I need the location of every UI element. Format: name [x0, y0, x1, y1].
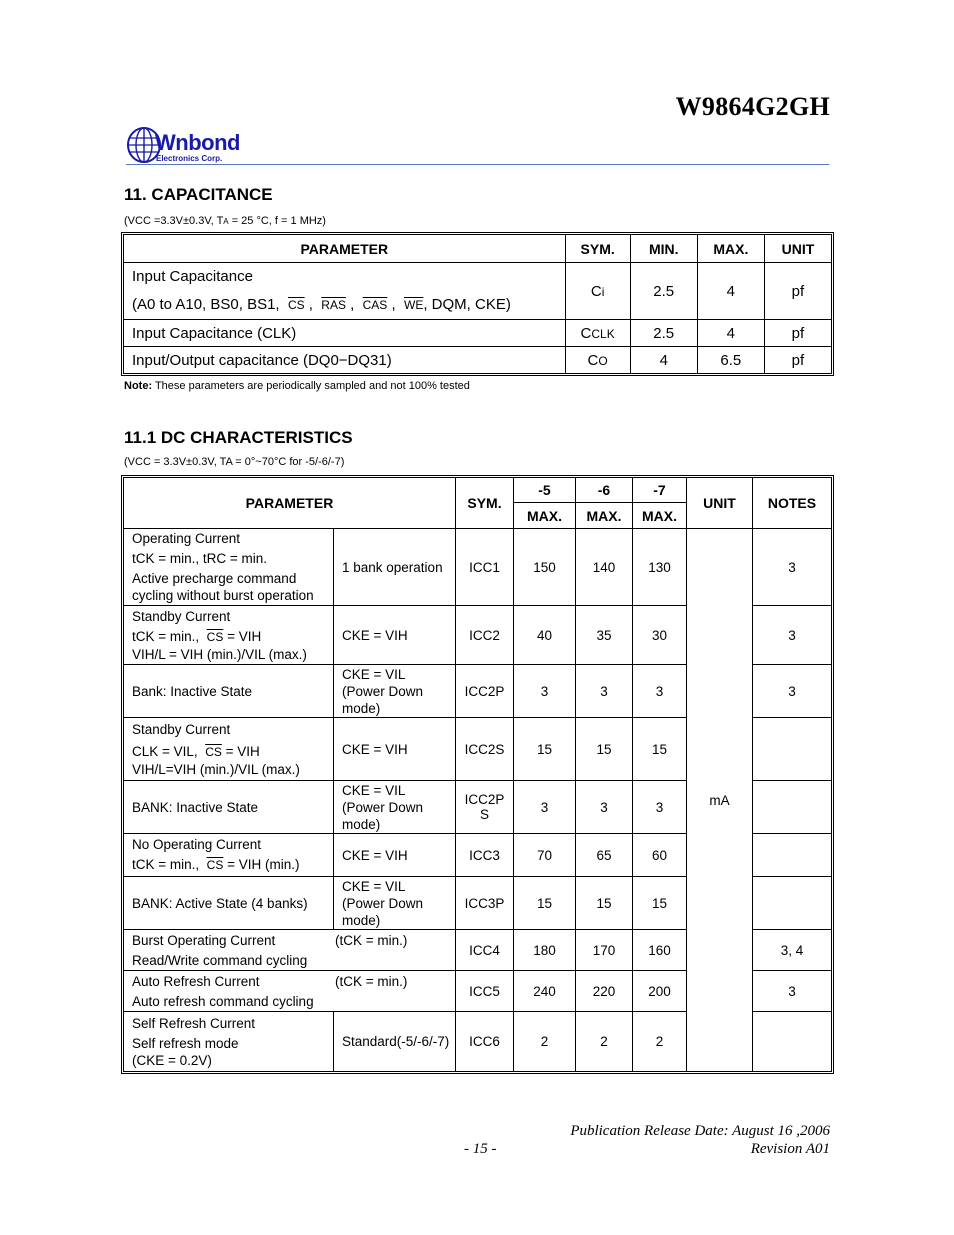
- condition-cell: Standard(-5/-6/-7): [334, 1012, 456, 1072]
- notes-cell: [753, 877, 832, 930]
- max-5-cell: 15: [514, 718, 576, 781]
- parameter-cell: No Operating Current tCK = min., $\overline{CS}$ = VIH (min.): [124, 834, 334, 877]
- dc-conditions: (VCC = 3.3V±0.3V, TA = 0°~70°C for -5/-6/-7): [124, 456, 345, 468]
- max-7-cell: 30: [633, 606, 687, 665]
- symbol-cell: ICC2P: [456, 665, 514, 718]
- column-header: MAX.: [576, 503, 633, 529]
- column-header: UNIT: [687, 478, 753, 529]
- min-cell: 4: [630, 347, 697, 374]
- unit-cell: pf: [764, 263, 831, 320]
- parameter-cell: Auto Refresh Current (tCK = min.) Auto refresh command cycling: [124, 971, 456, 1012]
- parameter-cell: Input Capacitance (A0 to A10, BS0, BS1, $\overline{CS}$ , $\overline{RAS}$ , $\overline{CAS}$ , $\overline{WE}$, DQM, CKE): [124, 263, 566, 320]
- column-header: -6: [576, 478, 633, 503]
- logo-wordmark: Wnbond: [155, 130, 240, 155]
- condition-cell: CKE = VIH: [334, 718, 456, 781]
- parameter-cell: Standby Current tCK = min., $\overline{CS}$ = VIH VIH/L = VIH (min.)/VIL (max.): [124, 606, 334, 665]
- parameter-cell: Input Capacitance (CLK): [124, 320, 566, 347]
- parameter-cell: BANK: Inactive State: [124, 781, 334, 834]
- revision: Revision A01: [750, 1141, 830, 1157]
- notes-cell: 3: [753, 665, 832, 718]
- max-6-cell: 2: [576, 1012, 633, 1072]
- max-cell: 4: [697, 320, 764, 347]
- notes-cell: [753, 781, 832, 834]
- max-cell: 4: [697, 263, 764, 320]
- parameter-cell: Self Refresh Current Self refresh mode (CKE = 0.2V): [124, 1012, 334, 1072]
- table-row: [124, 347, 832, 374]
- symbol-cell: Ci: [565, 263, 630, 320]
- document-title: W9864G2GH: [675, 92, 830, 121]
- column-header: PARAMETER: [124, 235, 566, 263]
- max-6-cell: 65: [576, 834, 633, 877]
- header-rule: [126, 164, 829, 165]
- max-5-cell: 150: [514, 529, 576, 606]
- max-6-cell: 140: [576, 529, 633, 606]
- parameter-cell: Bank: Inactive State: [124, 665, 334, 718]
- notes-cell: 3: [753, 971, 832, 1012]
- notes-cell: 3, 4: [753, 930, 832, 971]
- capacitance-note: Note: These parameters are periodically sampled and not 100% tested: [124, 380, 470, 392]
- table-row: [124, 320, 832, 347]
- max-7-cell: 3: [633, 665, 687, 718]
- capacitance-table: [123, 234, 832, 374]
- max-5-cell: 3: [514, 781, 576, 834]
- condition-cell: CKE = VIH: [334, 606, 456, 665]
- dc-characteristics-table: [123, 477, 832, 1072]
- capacitance-heading: 11. CAPACITANCE: [124, 185, 273, 204]
- max-5-cell: 40: [514, 606, 576, 665]
- max-5-cell: 70: [514, 834, 576, 877]
- parameter-cell: Burst Operating Current (tCK = min.) Read/Write command cycling: [124, 930, 456, 971]
- max-6-cell: 35: [576, 606, 633, 665]
- column-header: UNIT: [764, 235, 831, 263]
- max-6-cell: 3: [576, 781, 633, 834]
- max-5-cell: 180: [514, 930, 576, 971]
- condition-cell: CKE = VIH: [334, 834, 456, 877]
- min-cell: 2.5: [630, 263, 697, 320]
- dc-heading: 11.1 DC CHARACTERISTICS: [124, 428, 353, 447]
- winbond-logo: [126, 126, 326, 166]
- condition-cell: CKE = VIL (Power Down mode): [334, 665, 456, 718]
- symbol-cell: ICC6: [456, 1012, 514, 1072]
- symbol-cell: CO: [565, 347, 630, 374]
- symbol-cell: ICC3P: [456, 877, 514, 930]
- table-row: [124, 529, 832, 606]
- column-header: NOTES: [753, 478, 832, 529]
- parameter-cell: Input/Output capacitance (DQ0−DQ31): [124, 347, 566, 374]
- page-number: - 15 -: [464, 1141, 497, 1157]
- column-header: MIN.: [630, 235, 697, 263]
- capacitance-conditions: (VCC =3.3V±0.3V, TA = 25 °C, f = 1 MHz): [124, 215, 326, 227]
- notes-cell: [753, 1012, 832, 1072]
- max-5-cell: 2: [514, 1012, 576, 1072]
- condition-cell: 1 bank operation: [334, 529, 456, 606]
- symbol-cell: ICC2: [456, 606, 514, 665]
- parameter-cell: BANK: Active State (4 banks): [124, 877, 334, 930]
- parameter-cell: Standby Current CLK = VIL, $\overline{CS}$ = VIH VIH/L=VIH (min.)/VIL (max.): [124, 718, 334, 781]
- column-header: MAX.: [514, 503, 576, 529]
- logo-subtitle: Electronics Corp.: [156, 154, 223, 163]
- symbol-cell: ICC2P S: [456, 781, 514, 834]
- max-7-cell: 15: [633, 718, 687, 781]
- symbol-cell: ICC1: [456, 529, 514, 606]
- column-header: SYM.: [456, 478, 514, 529]
- max-5-cell: 240: [514, 971, 576, 1012]
- symbol-cell: ICC2S: [456, 718, 514, 781]
- unit-cell: mA: [687, 529, 753, 1072]
- column-header: MAX.: [697, 235, 764, 263]
- max-6-cell: 15: [576, 877, 633, 930]
- notes-cell: 3: [753, 529, 832, 606]
- max-7-cell: 130: [633, 529, 687, 606]
- max-7-cell: 15: [633, 877, 687, 930]
- max-cell: 6.5: [697, 347, 764, 374]
- max-7-cell: 2: [633, 1012, 687, 1072]
- table-header-row: [124, 235, 832, 263]
- symbol-cell: ICC4: [456, 930, 514, 971]
- max-6-cell: 15: [576, 718, 633, 781]
- symbol-cell: ICC5: [456, 971, 514, 1012]
- max-6-cell: 220: [576, 971, 633, 1012]
- unit-cell: pf: [764, 320, 831, 347]
- column-header: -5: [514, 478, 576, 503]
- max-6-cell: 170: [576, 930, 633, 971]
- max-7-cell: 200: [633, 971, 687, 1012]
- max-7-cell: 160: [633, 930, 687, 971]
- max-7-cell: 3: [633, 781, 687, 834]
- publication-date: Publication Release Date: August 16 ,2006: [570, 1123, 830, 1139]
- max-7-cell: 60: [633, 834, 687, 877]
- min-cell: 2.5: [630, 320, 697, 347]
- condition-cell: CKE = VIL (Power Down mode): [334, 781, 456, 834]
- max-5-cell: 15: [514, 877, 576, 930]
- table-header-row: [124, 478, 832, 503]
- max-5-cell: 3: [514, 665, 576, 718]
- parameter-cell: Operating Current tCK = min., tRC = min. Active precharge command cycling without burst operation: [124, 529, 334, 606]
- table-row: [124, 263, 832, 320]
- notes-cell: [753, 718, 832, 781]
- notes-cell: 3: [753, 606, 832, 665]
- symbol-cell: ICC3: [456, 834, 514, 877]
- max-6-cell: 3: [576, 665, 633, 718]
- column-header: PARAMETER: [124, 478, 456, 529]
- unit-cell: pf: [764, 347, 831, 374]
- column-header: MAX.: [633, 503, 687, 529]
- symbol-cell: CCLK: [565, 320, 630, 347]
- condition-cell: CKE = VIL (Power Down mode): [334, 877, 456, 930]
- column-header: -7: [633, 478, 687, 503]
- notes-cell: [753, 834, 832, 877]
- column-header: SYM.: [565, 235, 630, 263]
